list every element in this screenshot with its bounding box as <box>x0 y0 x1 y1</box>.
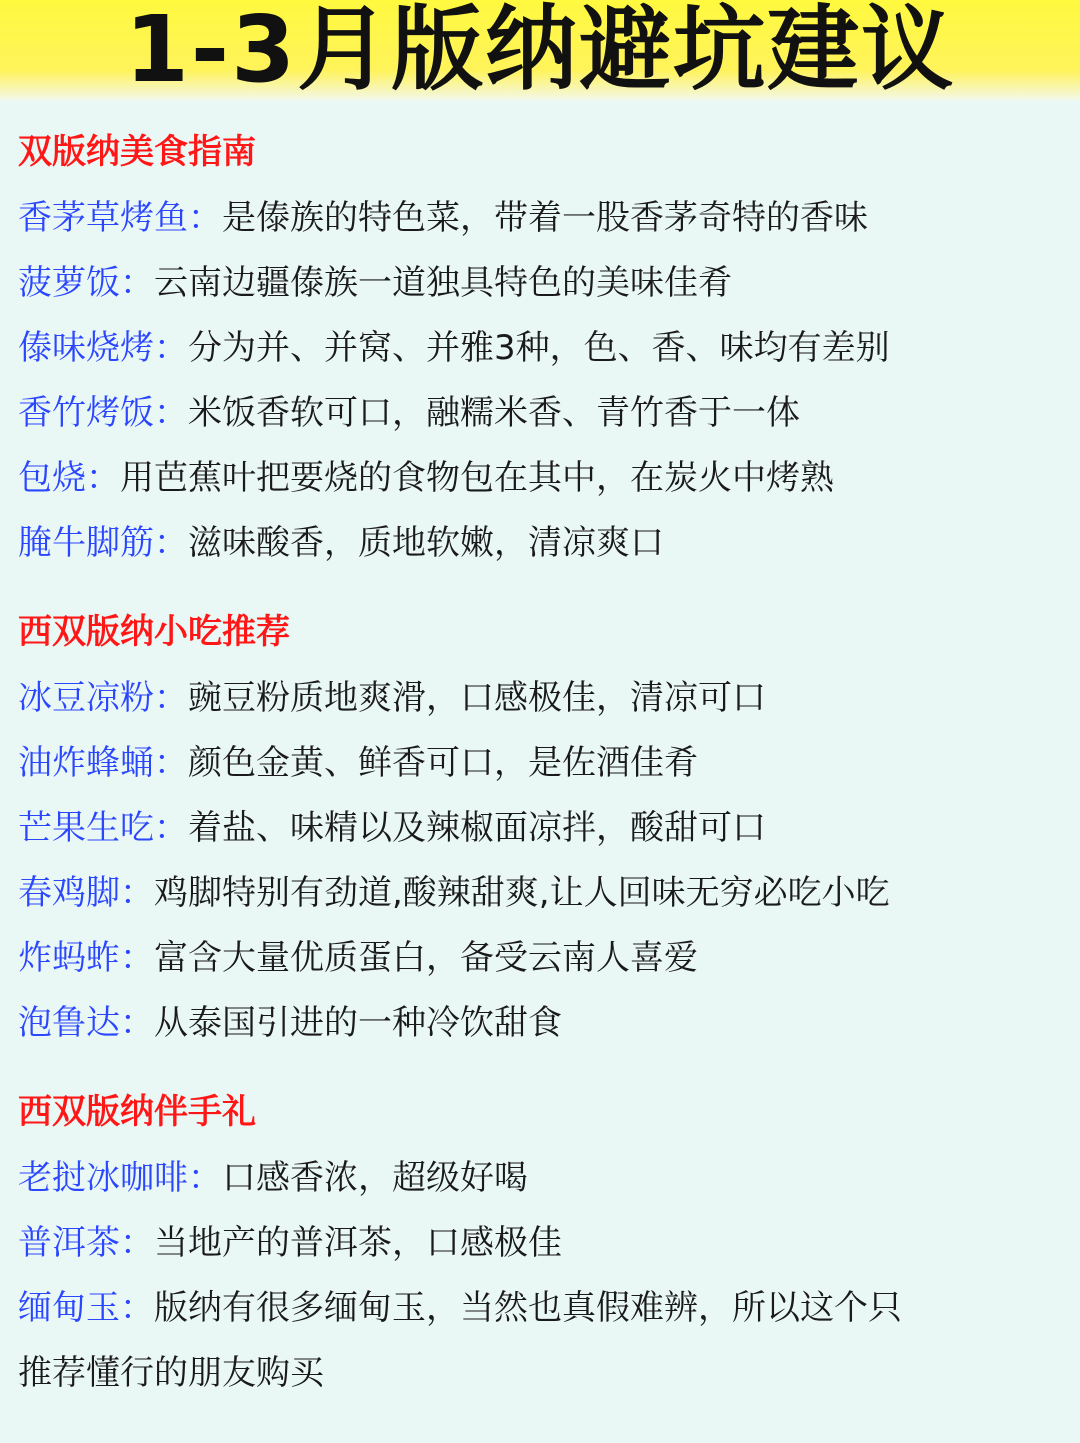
item-label: 香茅草烤鱼： <box>18 198 222 238</box>
list-item <box>18 393 1062 433</box>
list-item <box>18 873 1062 913</box>
item-label: 腌牛脚筋： <box>18 523 188 563</box>
item-label: 炸蚂蚱： <box>18 938 154 978</box>
list-item <box>18 458 1062 498</box>
item-label: 油炸蜂蛹： <box>18 743 188 783</box>
item-text: 颜色金黄、鲜香可口，是佐酒佳肴 <box>188 743 698 783</box>
list-item <box>18 678 1062 718</box>
item-text: 着盐、味精以及辣椒面凉拌，酸甜可口 <box>188 808 766 848</box>
item-label: 冰豆凉粉： <box>18 678 188 718</box>
item-text: 当地产的普洱茶，口感极佳 <box>154 1223 562 1263</box>
item-text: 豌豆粉质地爽滑，口感极佳，清凉可口 <box>188 678 766 718</box>
list-item <box>18 1158 1062 1198</box>
item-label: 普洱茶： <box>18 1223 154 1263</box>
item-text: 从泰国引进的一种冷饮甜食 <box>154 1003 562 1043</box>
item-label: 老挝冰咖啡： <box>18 1158 222 1198</box>
item-text: 米饭香软可口，融糯米香、青竹香于一体 <box>188 393 800 433</box>
list-item <box>18 1003 1062 1043</box>
section-heading-souvenirs: 西双版纳伴手礼 <box>18 1092 256 1132</box>
item-text: 用芭蕉叶把要烧的食物包在其中，在炭火中烤熟 <box>120 458 834 498</box>
item-label: 香竹烤饭： <box>18 393 188 433</box>
item-label: 傣味烧烤： <box>18 328 188 368</box>
item-label: 包烧： <box>18 458 120 498</box>
list-item <box>18 1288 1062 1328</box>
section-heading-food-guide: 双版纳美食指南 <box>18 132 256 172</box>
list-item <box>18 263 1062 303</box>
item-label: 春鸡脚： <box>18 873 154 913</box>
item-text: 分为并、并窝、并雅3种，色、香、味均有差别 <box>188 328 890 368</box>
list-item <box>18 328 1062 368</box>
item-text: 版纳有很多缅甸玉，当然也真假难辨，所以这个只 <box>154 1288 902 1328</box>
item-text: 鸡脚特别有劲道,酸辣甜爽,让人回味无穷必吃小吃 <box>154 873 890 913</box>
item-text-continuation: 推荐懂行的朋友购买 <box>18 1353 324 1393</box>
item-text: 云南边疆傣族一道独具特色的美味佳肴 <box>154 263 732 303</box>
list-item <box>18 808 1062 848</box>
item-text: 是傣族的特色菜，带着一股香茅奇特的香味 <box>222 198 868 238</box>
list-item <box>18 523 1062 563</box>
item-text: 口感香浓，超级好喝 <box>222 1158 528 1198</box>
item-label: 缅甸玉： <box>18 1288 154 1328</box>
page-title: 1-3月版纳避坑建议 <box>124 0 956 103</box>
item-label: 泡鲁达： <box>18 1003 154 1043</box>
list-item <box>18 938 1062 978</box>
item-text: 富含大量优质蛋白，备受云南人喜爱 <box>154 938 698 978</box>
item-label: 芒果生吃： <box>18 808 188 848</box>
title-banner <box>0 0 1080 103</box>
list-item <box>18 743 1062 783</box>
item-text: 滋味酸香，质地软嫩，清凉爽口 <box>188 523 664 563</box>
list-item <box>18 1223 1062 1263</box>
section-heading-snacks: 西双版纳小吃推荐 <box>18 612 290 652</box>
list-item <box>18 198 1062 238</box>
item-label: 菠萝饭： <box>18 263 154 303</box>
